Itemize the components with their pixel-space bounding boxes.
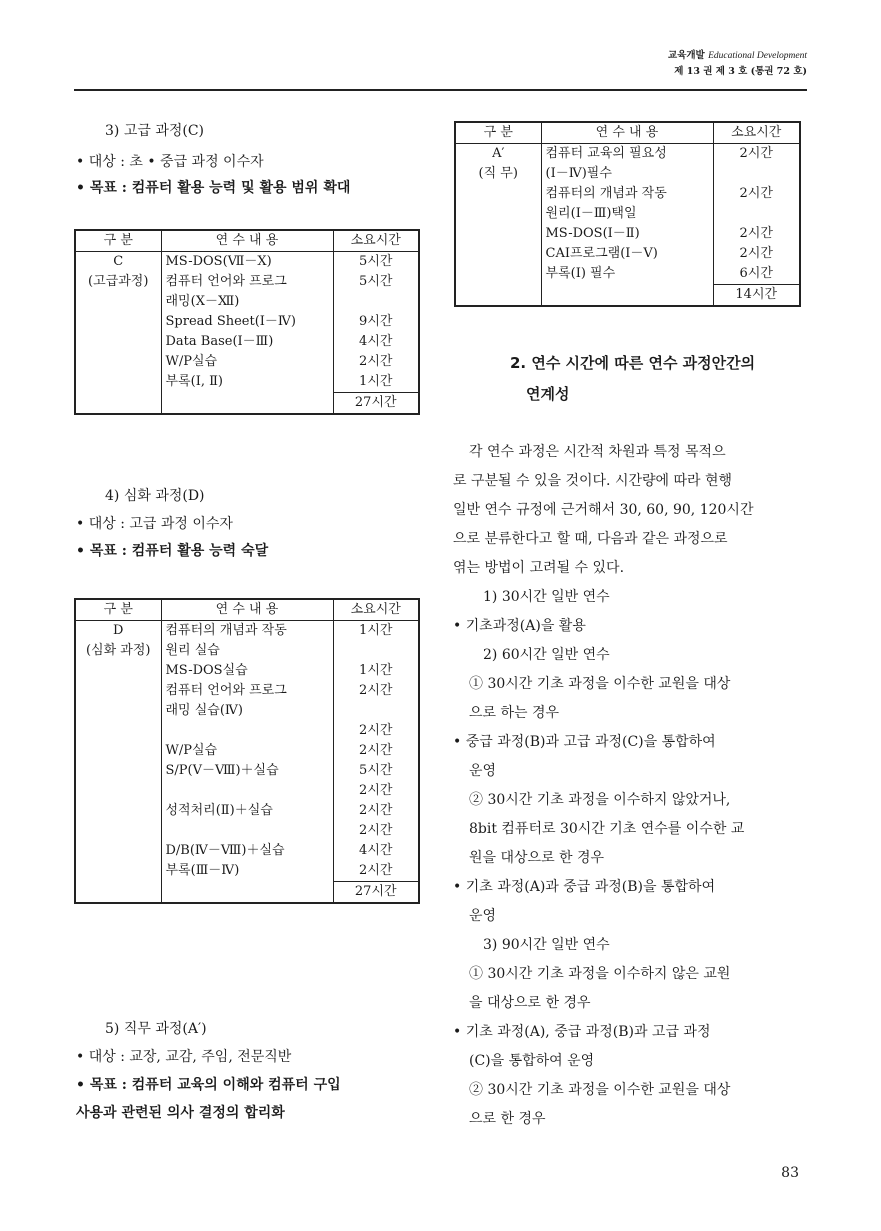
- empty-cell: [75, 841, 161, 861]
- empty-cell: [161, 393, 333, 415]
- section-3-goal: • 목표 : 컴퓨터 활용 능력 및 활용 범위 확대: [76, 180, 351, 196]
- body-line: • 기초 과정(A), 중급 과정(B)과 고급 과정: [453, 1024, 711, 1040]
- time-cell: 2시간: [359, 783, 393, 798]
- table-row: [455, 264, 800, 285]
- section-4-goal: • 목표 : 컴퓨터 활용 능력 숙달: [76, 543, 269, 559]
- content-cell: Spread Sheet(Ⅰ－Ⅳ): [161, 312, 333, 332]
- empty-cell: [75, 861, 161, 882]
- content-cell: D/B(Ⅳ－Ⅷ)＋실습: [161, 841, 333, 861]
- col-header-time: 소요시간: [333, 599, 419, 621]
- table-row: [455, 144, 800, 165]
- time-cell: 6시간: [739, 266, 773, 281]
- table-row: [455, 244, 800, 264]
- content-cell: 컴퓨터의 개념과 작동: [161, 621, 333, 642]
- total-time-cell: 27시간: [333, 393, 419, 415]
- empty-cell: [75, 312, 161, 332]
- section-5-goal-line1: • 목표 : 컴퓨터 교육의 이해와 컴퓨터 구입: [76, 1077, 341, 1093]
- empty-cell: [455, 224, 541, 244]
- time-cell: 2시간: [739, 246, 773, 261]
- table-row: [75, 352, 419, 372]
- category-cell: C: [75, 252, 161, 273]
- total-row: [455, 285, 800, 307]
- content-cell: 컴퓨터의 개념과 작동: [541, 184, 713, 204]
- content-cell: 부록(Ⅰ, Ⅱ): [161, 372, 333, 393]
- content-cell: MS-DOS실습: [161, 661, 333, 681]
- empty-cell: [75, 741, 161, 761]
- time-cell: [333, 292, 419, 312]
- total-time-cell: 14시간: [713, 285, 800, 307]
- content-cell: 래밍 실습(Ⅳ): [161, 701, 333, 721]
- time-cell: 2시간: [359, 723, 393, 738]
- time-cell: [333, 701, 419, 721]
- time-cell: [713, 204, 800, 224]
- col-header-content: 연 수 내 용: [541, 122, 713, 144]
- body-line: 운영: [469, 908, 497, 924]
- section-2-title-line1: 2. 연수 시간에 따른 연수 과정안간의: [510, 354, 756, 372]
- col-header-category: 구 분: [75, 230, 161, 252]
- empty-cell: [75, 781, 161, 801]
- page-number: 83: [781, 1165, 799, 1181]
- section-3-target: • 대상 : 초 • 중급 과정 이수자: [76, 154, 264, 170]
- section-3-heading: 3) 고급 과정(C): [105, 123, 205, 139]
- table-row: [75, 641, 419, 661]
- content-cell: Data Base(Ⅰ－Ⅲ): [161, 332, 333, 352]
- body-line: 으로 하는 경우: [469, 705, 560, 721]
- time-cell: 9시간: [359, 314, 393, 329]
- header-rule: [74, 89, 807, 91]
- content-cell: W/P실습: [161, 352, 333, 372]
- content-cell: MS-DOS(Ⅰ－Ⅱ): [541, 224, 713, 244]
- content-cell: 부록(Ⅰ) 필수: [541, 264, 713, 285]
- table-row: [75, 252, 419, 273]
- body-line: 으로 한 경우: [469, 1111, 546, 1127]
- empty-cell: [75, 661, 161, 681]
- time-cell: 2시간: [739, 186, 773, 201]
- body-line: 일반 연수 규정에 근거해서 30, 60, 90, 120시간: [453, 502, 754, 518]
- table-row: [75, 621, 419, 642]
- journal-title-ko: 교육개발: [668, 50, 705, 61]
- empty-cell: [75, 681, 161, 701]
- table-course-a-prime: [454, 121, 801, 307]
- col-header-category: 구 분: [455, 122, 541, 144]
- empty-cell: [75, 701, 161, 721]
- body-line: 3) 90시간 일반 연수: [483, 937, 610, 953]
- total-row: [75, 882, 419, 904]
- empty-cell: [455, 285, 541, 307]
- section-2-title-line2: 연계성: [526, 385, 570, 403]
- time-cell: 2시간: [359, 354, 393, 369]
- empty-cell: [75, 721, 161, 741]
- table-row: [75, 681, 419, 701]
- empty-cell: [75, 292, 161, 312]
- body-text-right: [453, 438, 803, 1134]
- empty-cell: [161, 882, 333, 904]
- empty-cell: [75, 372, 161, 393]
- category-cell: (직 무): [455, 164, 541, 184]
- time-cell: 2시간: [359, 683, 393, 698]
- table-row: [75, 661, 419, 681]
- body-line: ① 30시간 기초 과정을 이수하지 않은 교원: [469, 966, 731, 982]
- table-course-d: [74, 598, 420, 904]
- table-row: [455, 204, 800, 224]
- journal-title: [668, 47, 807, 61]
- content-cell: 컴퓨터 언어와 프로그: [161, 272, 333, 292]
- table-row: [75, 701, 419, 721]
- category-cell: D: [75, 621, 161, 642]
- content-cell: 컴퓨터 언어와 프로그: [161, 681, 333, 701]
- body-line: 각 연수 과정은 시간적 차원과 특정 목적으: [469, 444, 726, 460]
- col-header-time: 소요시간: [713, 122, 800, 144]
- col-header-content: 연 수 내 용: [161, 599, 333, 621]
- body-line: 으로 분류한다고 할 때, 다음과 같은 과정으로: [453, 531, 728, 547]
- content-cell: 성적처리(Ⅱ)＋실습: [161, 801, 333, 821]
- content-cell: [161, 821, 333, 841]
- time-cell: 2시간: [359, 863, 393, 878]
- time-cell: 5시간: [359, 254, 393, 269]
- category-cell: (심화 과정): [75, 641, 161, 661]
- category-cell: A′: [455, 144, 541, 165]
- journal-issue: 제 13 권 제 3 호 (통권 72 호): [674, 66, 807, 77]
- table-row: [75, 861, 419, 882]
- empty-cell: [75, 821, 161, 841]
- body-line: 8bit 컴퓨터로 30시간 기초 연수를 이수한 교: [469, 821, 745, 837]
- time-cell: [333, 641, 419, 661]
- body-line: ② 30시간 기초 과정을 이수하지 않았거나,: [469, 792, 731, 808]
- section-4-target: • 대상 : 고급 과정 이수자: [76, 516, 233, 532]
- table-course-c: [74, 229, 420, 415]
- time-cell: 4시간: [359, 843, 393, 858]
- time-cell: 5시간: [359, 274, 393, 289]
- body-line: • 기초 과정(A)과 중급 과정(B)을 통합하여: [453, 879, 716, 895]
- time-cell: 2시간: [359, 743, 393, 758]
- empty-cell: [75, 393, 161, 415]
- body-line: 운영: [469, 763, 497, 779]
- table-row: [75, 761, 419, 781]
- table-row: [75, 801, 419, 821]
- body-line: • 중급 과정(B)과 고급 과정(C)을 통합하여: [453, 734, 716, 750]
- empty-cell: [541, 285, 713, 307]
- time-cell: 2시간: [359, 823, 393, 838]
- content-cell: 부록(Ⅲ－Ⅳ): [161, 861, 333, 882]
- table-row: [75, 741, 419, 761]
- empty-cell: [455, 244, 541, 264]
- section-5-goal-line2: 사용과 관련된 의사 결정의 합리화: [76, 1105, 285, 1121]
- table-row: [75, 332, 419, 352]
- table-row: [75, 721, 419, 741]
- content-cell: (Ⅰ－Ⅳ)필수: [541, 164, 713, 184]
- body-line: 로 구분될 수 있을 것이다. 시간량에 따라 현행: [453, 473, 733, 489]
- empty-cell: [75, 761, 161, 781]
- total-row: [75, 393, 419, 415]
- empty-cell: [75, 882, 161, 904]
- content-cell: MS-DOS(Ⅶ－Ⅹ): [161, 252, 333, 273]
- section-5-target: • 대상 : 교장, 교감, 주임, 전문직반: [76, 1049, 292, 1065]
- time-cell: 1시간: [359, 374, 393, 389]
- content-cell: 원리(Ⅰ－Ⅲ)택일: [541, 204, 713, 224]
- body-line: 원을 대상으로 한 경우: [469, 850, 605, 866]
- col-header-category: 구 분: [75, 599, 161, 621]
- table-row: [455, 184, 800, 204]
- time-cell: 2시간: [359, 803, 393, 818]
- body-line: 을 대상으로 한 경우: [469, 995, 591, 1011]
- table-row: [455, 164, 800, 184]
- time-cell: 5시간: [359, 763, 393, 778]
- content-cell: 원리 실습: [161, 641, 333, 661]
- table-row: [75, 821, 419, 841]
- content-cell: [161, 781, 333, 801]
- section-5-heading: 5) 직무 과정(A′): [105, 1021, 207, 1037]
- content-cell: 래밍(Ⅹ－Ⅻ): [161, 292, 333, 312]
- body-line: (C)을 통합하여 운영: [469, 1053, 595, 1069]
- content-cell: CAI프로그램(Ⅰ－Ⅴ): [541, 244, 713, 264]
- table-row: [75, 781, 419, 801]
- content-cell: W/P실습: [161, 741, 333, 761]
- content-cell: 컴퓨터 교육의 필요성: [541, 144, 713, 165]
- section-4-heading: 4) 심화 과정(D): [105, 488, 205, 504]
- empty-cell: [75, 352, 161, 372]
- body-line: ① 30시간 기초 과정을 이수한 교원을 대상: [469, 676, 731, 692]
- table-row: [75, 312, 419, 332]
- body-line: 2) 60시간 일반 연수: [483, 647, 610, 663]
- col-header-content: 연 수 내 용: [161, 230, 333, 252]
- time-cell: 2시간: [739, 146, 773, 161]
- category-cell: (고급과정): [75, 272, 161, 292]
- body-line: ② 30시간 기초 과정을 이수한 교원을 대상: [469, 1082, 731, 1098]
- journal-title-en: Educational Development: [708, 51, 807, 61]
- total-time-cell: 27시간: [333, 882, 419, 904]
- table-row: [455, 224, 800, 244]
- empty-cell: [455, 204, 541, 224]
- content-cell: [161, 721, 333, 741]
- table-row: [75, 372, 419, 393]
- empty-cell: [75, 801, 161, 821]
- empty-cell: [455, 264, 541, 285]
- body-line: • 기초과정(A)을 활용: [453, 618, 586, 634]
- table-row: [75, 841, 419, 861]
- col-header-time: 소요시간: [333, 230, 419, 252]
- time-cell: [713, 164, 800, 184]
- body-line: 엮는 방법이 고려될 수 있다.: [453, 560, 625, 576]
- body-line: 1) 30시간 일반 연수: [483, 589, 610, 605]
- empty-cell: [455, 184, 541, 204]
- table-row: [75, 292, 419, 312]
- time-cell: 2시간: [739, 226, 773, 241]
- table-row: [75, 272, 419, 292]
- content-cell: S/P(Ⅴ－Ⅷ)＋실습: [161, 761, 333, 781]
- time-cell: 1시간: [359, 663, 393, 678]
- empty-cell: [75, 332, 161, 352]
- time-cell: 1시간: [359, 623, 393, 638]
- time-cell: 4시간: [359, 334, 393, 349]
